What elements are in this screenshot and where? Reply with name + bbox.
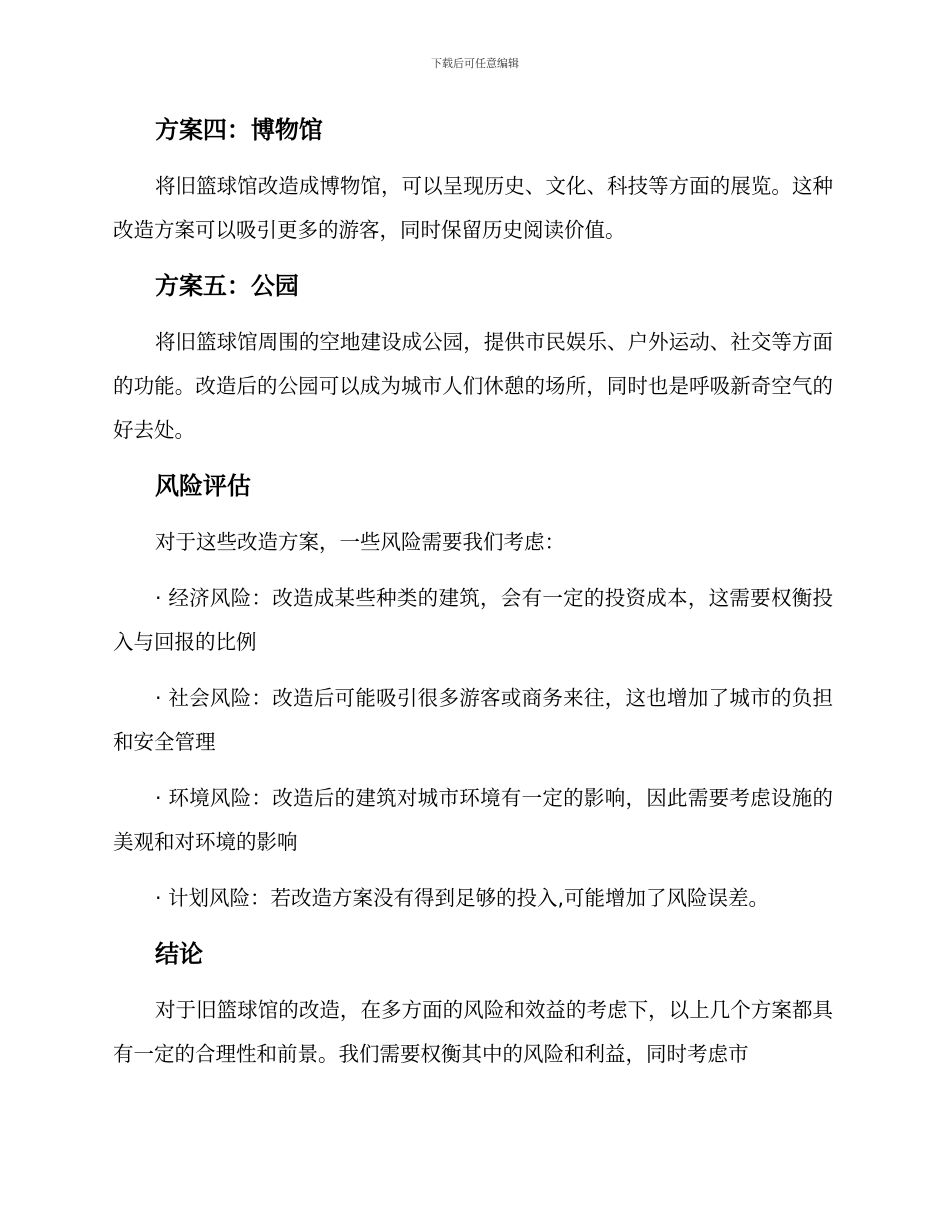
document-body	[113, 108, 833, 1076]
heading-plan-5: 方案五：公园	[155, 272, 299, 300]
heading-risk-assessment: 风险评估	[155, 472, 251, 500]
list-item-plan-risk: · 计划风险：若改造方案没有得到足够的投入,可能增加了风险误差。	[155, 886, 770, 910]
paragraph-plan-4: 将旧篮球馆改造成博物馆，可以呈现历史、文化、科技等方面的展览。这种改造方案可以吸引更多的游客，同时保留历史阅读价值。	[113, 174, 833, 242]
page-header: 下载后可任意编辑	[431, 57, 519, 70]
list-item-social-risk: · 社会风险：改造后可能吸引很多游客或商务来往，这也增加了城市的负担和安全管理	[113, 686, 833, 754]
list-item-economic-risk: · 经济风险：改造成某些种类的建筑，会有一定的投资成本，这需要权衡投入与回报的比例	[113, 586, 833, 654]
paragraph-plan-5: 将旧篮球馆周围的空地建设成公园，提供市民娱乐、户外运动、社交等方面的功能。改造后的公园可以成为城市人们休憩的场所，同时也是呼吸新奇空气的好去处。	[113, 330, 833, 442]
paragraph-risk-intro: 对于这些改造方案，一些风险需要我们考虑：	[155, 530, 565, 554]
heading-plan-4: 方案四：博物馆	[155, 116, 323, 144]
paragraph-conclusion: 对于旧篮球馆的改造，在多方面的风险和效益的考虑下，以上几个方案都具有一定的合理性和前景。我们需要权衡其中的风险和利益，同时考虑市	[113, 998, 833, 1066]
list-item-environment-risk: · 环境风险：改造后的建筑对城市环境有一定的影响，因此需要考虑设施的美观和对环境的影响	[113, 786, 833, 854]
heading-conclusion: 结论	[155, 940, 203, 968]
